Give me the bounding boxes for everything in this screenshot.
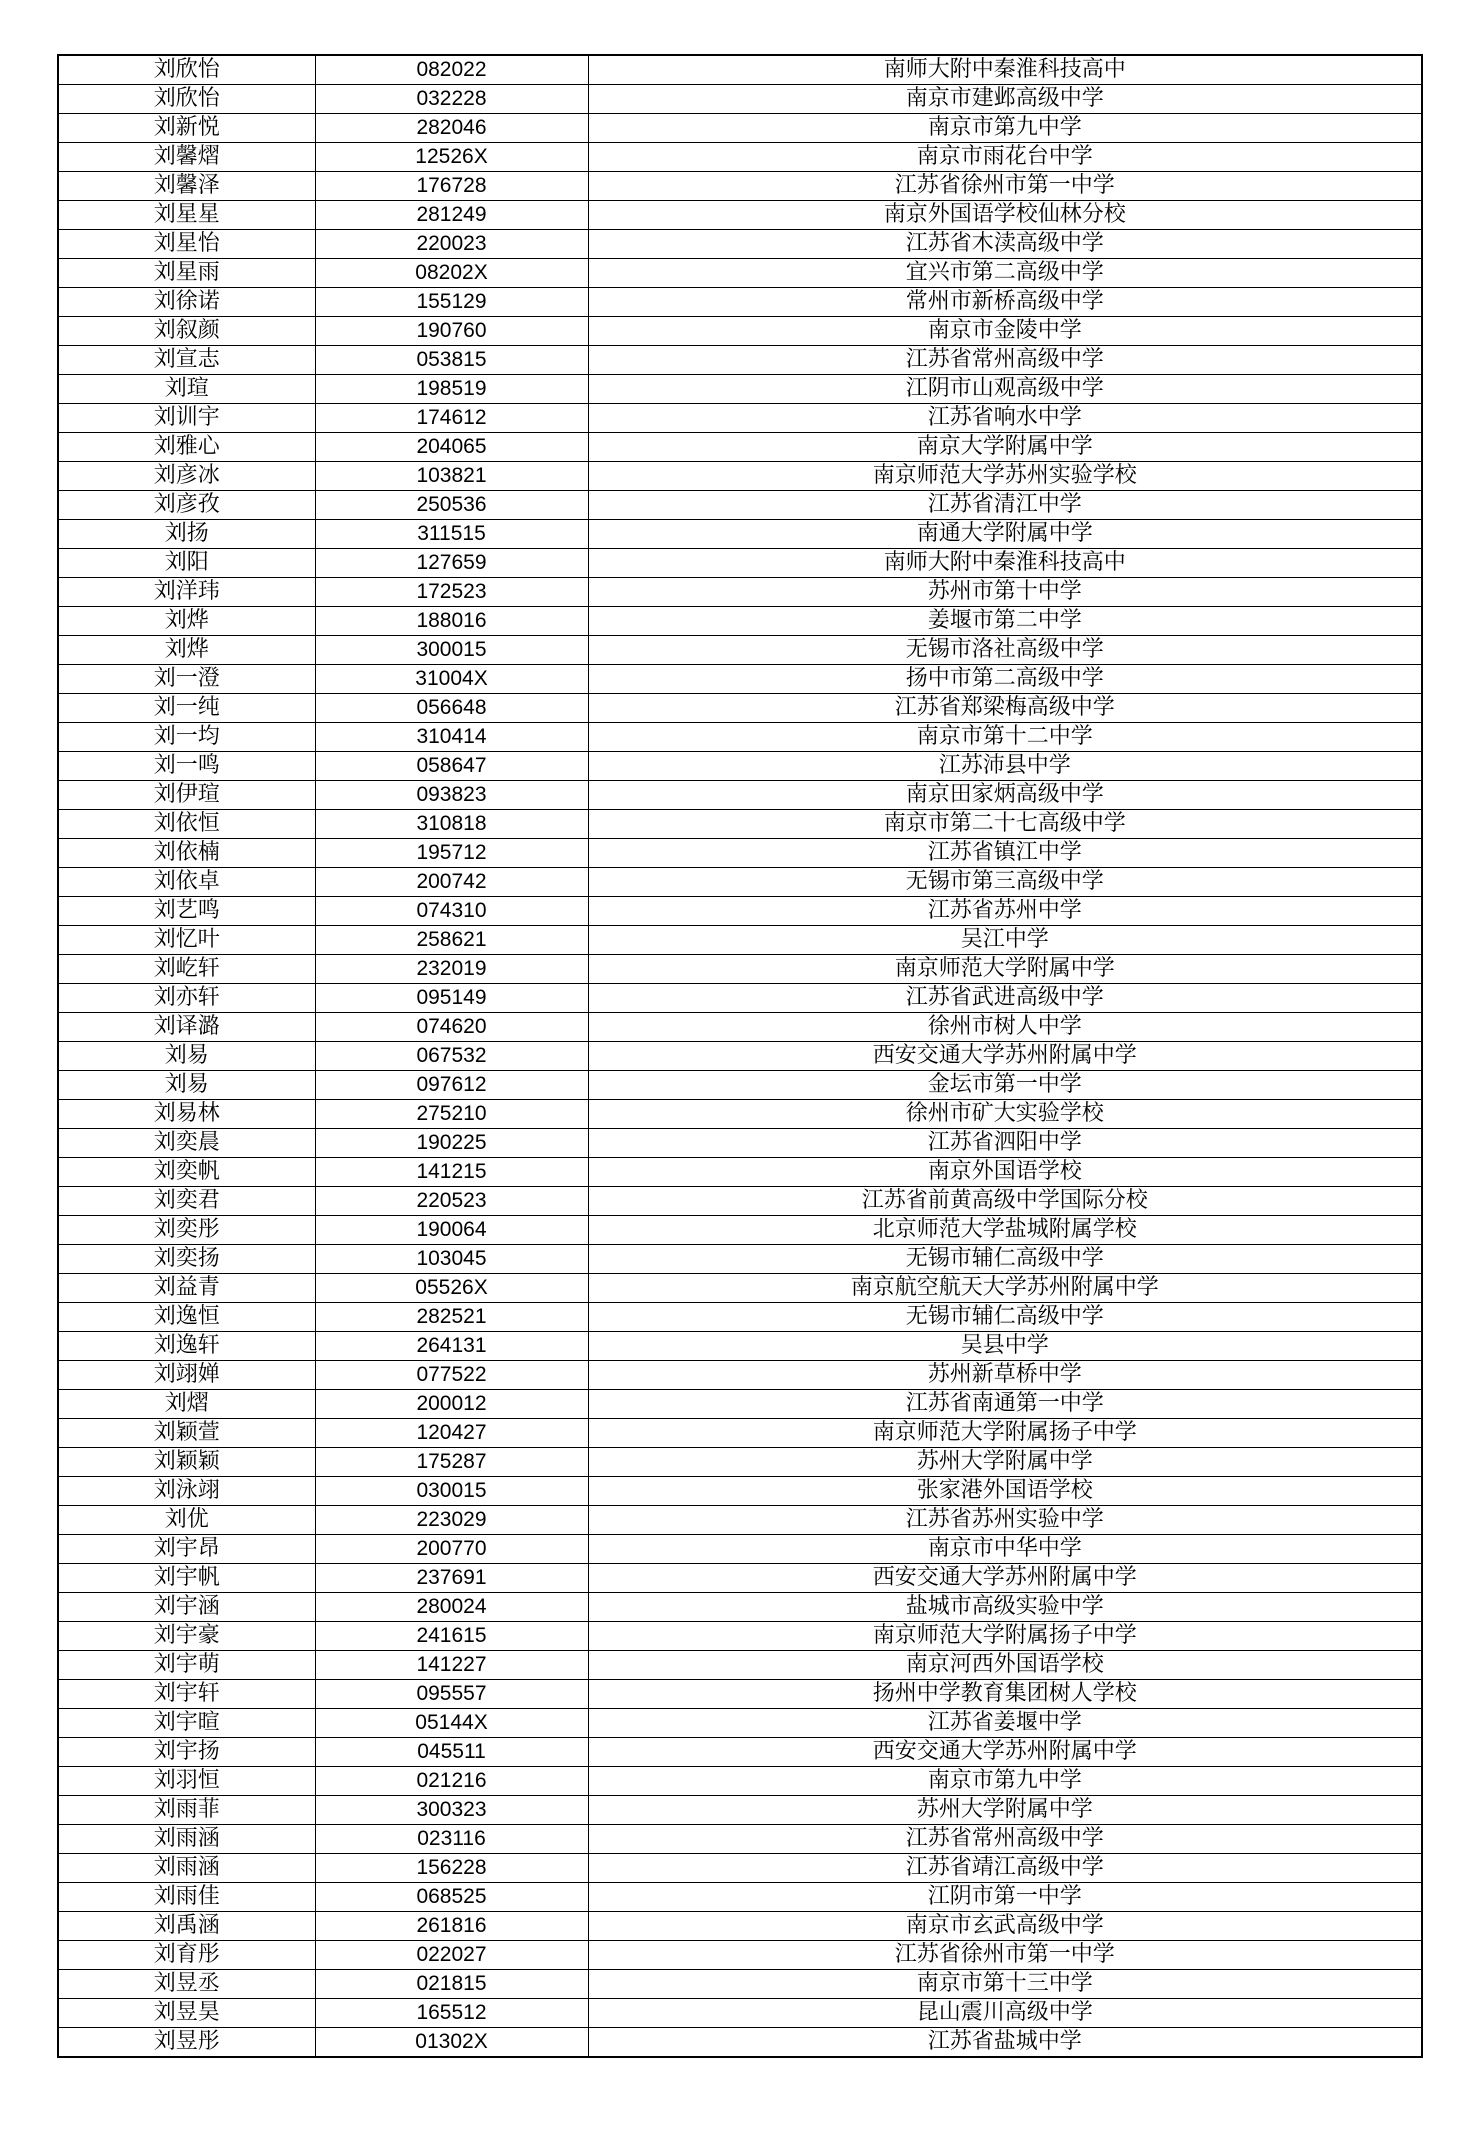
school-name-cell: 南京市金陵中学	[588, 317, 1422, 346]
student-id-cell: 174612	[315, 404, 588, 433]
school-name-cell: 江苏省镇江中学	[588, 839, 1422, 868]
school-name-cell: 西安交通大学苏州附属中学	[588, 1042, 1422, 1071]
table-row	[58, 1941, 1422, 1970]
table-row	[58, 1216, 1422, 1245]
school-name-cell: 无锡市第三高级中学	[588, 868, 1422, 897]
table-row	[58, 1129, 1422, 1158]
school-name-cell: 徐州市树人中学	[588, 1013, 1422, 1042]
school-name-cell: 扬中市第二高级中学	[588, 665, 1422, 694]
student-name-cell: 刘欣怡	[58, 85, 315, 114]
school-name-cell: 徐州市矿大实验学校	[588, 1100, 1422, 1129]
table-row	[58, 1883, 1422, 1912]
student-id-cell: 223029	[315, 1506, 588, 1535]
school-name-cell: 吴江中学	[588, 926, 1422, 955]
table-row	[58, 346, 1422, 375]
student-id-cell: 12526X	[315, 143, 588, 172]
student-id-cell: 220523	[315, 1187, 588, 1216]
table-row	[58, 1912, 1422, 1941]
student-id-cell: 053815	[315, 346, 588, 375]
student-id-cell: 058647	[315, 752, 588, 781]
student-id-cell: 05144X	[315, 1709, 588, 1738]
table-row	[58, 636, 1422, 665]
table-row	[58, 1332, 1422, 1361]
school-name-cell: 南京市中华中学	[588, 1535, 1422, 1564]
school-name-cell: 盐城市高级实验中学	[588, 1593, 1422, 1622]
school-name-cell: 西安交通大学苏州附属中学	[588, 1738, 1422, 1767]
school-name-cell: 南京田家炳高级中学	[588, 781, 1422, 810]
student-name-cell: 刘徐诺	[58, 288, 315, 317]
student-id-cell: 176728	[315, 172, 588, 201]
table-row	[58, 1854, 1422, 1883]
student-id-cell: 103821	[315, 462, 588, 491]
roster-body	[58, 55, 1422, 2057]
table-row	[58, 1419, 1422, 1448]
student-id-cell: 310414	[315, 723, 588, 752]
student-name-cell: 刘宇帆	[58, 1564, 315, 1593]
school-name-cell: 江苏省前黄高级中学国际分校	[588, 1187, 1422, 1216]
school-name-cell: 江苏省徐州市第一中学	[588, 172, 1422, 201]
student-id-cell: 01302X	[315, 2028, 588, 2058]
school-name-cell: 南京市第九中学	[588, 1767, 1422, 1796]
student-id-cell: 103045	[315, 1245, 588, 1274]
student-id-cell: 077522	[315, 1361, 588, 1390]
student-id-cell: 237691	[315, 1564, 588, 1593]
table-row	[58, 752, 1422, 781]
school-name-cell: 南京市雨花台中学	[588, 143, 1422, 172]
table-row	[58, 694, 1422, 723]
table-row	[58, 1970, 1422, 1999]
school-name-cell: 江苏沛县中学	[588, 752, 1422, 781]
school-name-cell: 江苏省靖江高级中学	[588, 1854, 1422, 1883]
school-name-cell: 江苏省盐城中学	[588, 2028, 1422, 2058]
student-id-cell: 281249	[315, 201, 588, 230]
student-name-cell: 刘颖萱	[58, 1419, 315, 1448]
student-name-cell: 刘彦冰	[58, 462, 315, 491]
school-name-cell: 江苏省清江中学	[588, 491, 1422, 520]
table-row	[58, 433, 1422, 462]
student-id-cell: 280024	[315, 1593, 588, 1622]
student-name-cell: 刘逸轩	[58, 1332, 315, 1361]
school-name-cell: 南师大附中秦淮科技高中	[588, 55, 1422, 85]
table-row	[58, 462, 1422, 491]
student-name-cell: 刘屹轩	[58, 955, 315, 984]
student-name-cell: 刘奕君	[58, 1187, 315, 1216]
table-row	[58, 1158, 1422, 1187]
student-id-cell: 275210	[315, 1100, 588, 1129]
student-name-cell: 刘雅心	[58, 433, 315, 462]
school-name-cell: 江苏省响水中学	[588, 404, 1422, 433]
student-id-cell: 282521	[315, 1303, 588, 1332]
student-id-cell: 261816	[315, 1912, 588, 1941]
school-name-cell: 南京河西外国语学校	[588, 1651, 1422, 1680]
student-name-cell: 刘易	[58, 1042, 315, 1071]
school-name-cell: 南京师范大学附属扬子中学	[588, 1419, 1422, 1448]
student-name-cell: 刘训宇	[58, 404, 315, 433]
student-id-cell: 05526X	[315, 1274, 588, 1303]
table-row	[58, 1013, 1422, 1042]
student-name-cell: 刘禹涵	[58, 1912, 315, 1941]
student-name-cell: 刘熠	[58, 1390, 315, 1419]
table-row	[58, 1738, 1422, 1767]
student-name-cell: 刘奕晨	[58, 1129, 315, 1158]
student-id-cell: 31004X	[315, 665, 588, 694]
student-id-cell: 200770	[315, 1535, 588, 1564]
student-name-cell: 刘一鸣	[58, 752, 315, 781]
student-name-cell: 刘依恒	[58, 810, 315, 839]
school-name-cell: 南通大学附属中学	[588, 520, 1422, 549]
student-name-cell: 刘雨涵	[58, 1854, 315, 1883]
student-id-cell: 232019	[315, 955, 588, 984]
student-name-cell: 刘宇轩	[58, 1680, 315, 1709]
student-name-cell: 刘阳	[58, 549, 315, 578]
school-name-cell: 苏州市第十中学	[588, 578, 1422, 607]
student-id-cell: 300015	[315, 636, 588, 665]
student-id-cell: 165512	[315, 1999, 588, 2028]
student-name-cell: 刘易林	[58, 1100, 315, 1129]
student-name-cell: 刘羽恒	[58, 1767, 315, 1796]
student-name-cell: 刘亦轩	[58, 984, 315, 1013]
table-row	[58, 288, 1422, 317]
student-id-cell: 097612	[315, 1071, 588, 1100]
student-id-cell: 093823	[315, 781, 588, 810]
school-name-cell: 南京航空航天大学苏州附属中学	[588, 1274, 1422, 1303]
student-id-cell: 095557	[315, 1680, 588, 1709]
student-id-cell: 056648	[315, 694, 588, 723]
student-name-cell: 刘雨涵	[58, 1825, 315, 1854]
student-name-cell: 刘瑄	[58, 375, 315, 404]
table-row	[58, 781, 1422, 810]
student-id-cell: 311515	[315, 520, 588, 549]
table-row	[58, 926, 1422, 955]
table-row	[58, 201, 1422, 230]
student-name-cell: 刘洋玮	[58, 578, 315, 607]
student-roster-table	[57, 54, 1423, 2058]
school-name-cell: 北京师范大学盐城附属学校	[588, 1216, 1422, 1245]
student-id-cell: 175287	[315, 1448, 588, 1477]
student-id-cell: 190760	[315, 317, 588, 346]
student-id-cell: 195712	[315, 839, 588, 868]
school-name-cell: 常州市新桥高级中学	[588, 288, 1422, 317]
table-row	[58, 520, 1422, 549]
school-name-cell: 江苏省木渎高级中学	[588, 230, 1422, 259]
student-id-cell: 204065	[315, 433, 588, 462]
student-id-cell: 032228	[315, 85, 588, 114]
school-name-cell: 西安交通大学苏州附属中学	[588, 1564, 1422, 1593]
student-name-cell: 刘翊婵	[58, 1361, 315, 1390]
school-name-cell: 南京市第十三中学	[588, 1970, 1422, 1999]
student-name-cell: 刘宇涵	[58, 1593, 315, 1622]
student-name-cell: 刘奕扬	[58, 1245, 315, 1274]
school-name-cell: 苏州大学附属中学	[588, 1448, 1422, 1477]
student-id-cell: 127659	[315, 549, 588, 578]
table-row	[58, 839, 1422, 868]
table-row	[58, 1796, 1422, 1825]
student-name-cell: 刘益青	[58, 1274, 315, 1303]
table-row	[58, 1448, 1422, 1477]
student-name-cell: 刘艺鸣	[58, 897, 315, 926]
table-row	[58, 172, 1422, 201]
student-id-cell: 082022	[315, 55, 588, 85]
school-name-cell: 江阴市山观高级中学	[588, 375, 1422, 404]
school-name-cell: 江苏省常州高级中学	[588, 1825, 1422, 1854]
table-row	[58, 1564, 1422, 1593]
table-row	[58, 1999, 1422, 2028]
table-row	[58, 1622, 1422, 1651]
school-name-cell: 南京市建邺高级中学	[588, 85, 1422, 114]
student-name-cell: 刘一均	[58, 723, 315, 752]
table-row	[58, 1245, 1422, 1274]
student-name-cell: 刘宇昂	[58, 1535, 315, 1564]
table-row	[58, 375, 1422, 404]
table-row	[58, 607, 1422, 636]
school-name-cell: 江苏省泗阳中学	[588, 1129, 1422, 1158]
student-name-cell: 刘宇豪	[58, 1622, 315, 1651]
student-name-cell: 刘宇暄	[58, 1709, 315, 1738]
student-name-cell: 刘一澄	[58, 665, 315, 694]
table-row	[58, 317, 1422, 346]
student-name-cell: 刘烨	[58, 607, 315, 636]
student-name-cell: 刘欣怡	[58, 55, 315, 85]
student-name-cell: 刘泳翊	[58, 1477, 315, 1506]
table-row	[58, 404, 1422, 433]
student-id-cell: 022027	[315, 1941, 588, 1970]
school-name-cell: 南京师范大学附属扬子中学	[588, 1622, 1422, 1651]
school-name-cell: 南京市第十二中学	[588, 723, 1422, 752]
student-name-cell: 刘星怡	[58, 230, 315, 259]
student-name-cell: 刘宇萌	[58, 1651, 315, 1680]
student-id-cell: 023116	[315, 1825, 588, 1854]
student-name-cell: 刘星雨	[58, 259, 315, 288]
school-name-cell: 南京外国语学校	[588, 1158, 1422, 1187]
table-row	[58, 1506, 1422, 1535]
student-id-cell: 200742	[315, 868, 588, 897]
school-name-cell: 南京师范大学附属中学	[588, 955, 1422, 984]
table-row	[58, 259, 1422, 288]
student-name-cell: 刘育彤	[58, 1941, 315, 1970]
student-name-cell: 刘烨	[58, 636, 315, 665]
table-row	[58, 114, 1422, 143]
school-name-cell: 南京市玄武高级中学	[588, 1912, 1422, 1941]
student-id-cell: 074620	[315, 1013, 588, 1042]
school-name-cell: 无锡市洛社高级中学	[588, 636, 1422, 665]
student-id-cell: 310818	[315, 810, 588, 839]
student-name-cell: 刘新悦	[58, 114, 315, 143]
student-id-cell: 264131	[315, 1332, 588, 1361]
school-name-cell: 江阴市第一中学	[588, 1883, 1422, 1912]
student-id-cell: 250536	[315, 491, 588, 520]
school-name-cell: 南师大附中秦淮科技高中	[588, 549, 1422, 578]
student-id-cell: 095149	[315, 984, 588, 1013]
school-name-cell: 江苏省姜堰中学	[588, 1709, 1422, 1738]
school-name-cell: 江苏省徐州市第一中学	[588, 1941, 1422, 1970]
table-row	[58, 491, 1422, 520]
table-row	[58, 810, 1422, 839]
school-name-cell: 吴县中学	[588, 1332, 1422, 1361]
table-row	[58, 55, 1422, 85]
student-name-cell: 刘易	[58, 1071, 315, 1100]
student-id-cell: 200012	[315, 1390, 588, 1419]
student-name-cell: 刘昱丞	[58, 1970, 315, 1999]
school-name-cell: 姜堰市第二中学	[588, 607, 1422, 636]
table-row	[58, 1274, 1422, 1303]
school-name-cell: 江苏省常州高级中学	[588, 346, 1422, 375]
student-id-cell: 188016	[315, 607, 588, 636]
student-name-cell: 刘星星	[58, 201, 315, 230]
student-name-cell: 刘馨熠	[58, 143, 315, 172]
student-name-cell: 刘逸恒	[58, 1303, 315, 1332]
student-name-cell: 刘彦孜	[58, 491, 315, 520]
student-name-cell: 刘馨泽	[58, 172, 315, 201]
student-name-cell: 刘伊瑄	[58, 781, 315, 810]
school-name-cell: 南京大学附属中学	[588, 433, 1422, 462]
student-id-cell: 190225	[315, 1129, 588, 1158]
school-name-cell: 南京市第九中学	[588, 114, 1422, 143]
table-row	[58, 1390, 1422, 1419]
student-id-cell: 045511	[315, 1738, 588, 1767]
table-row	[58, 2028, 1422, 2058]
table-row	[58, 549, 1422, 578]
student-name-cell: 刘依楠	[58, 839, 315, 868]
table-row	[58, 85, 1422, 114]
student-id-cell: 021216	[315, 1767, 588, 1796]
student-name-cell: 刘昱彤	[58, 2028, 315, 2058]
table-row	[58, 578, 1422, 607]
table-row	[58, 1651, 1422, 1680]
table-row	[58, 1593, 1422, 1622]
student-name-cell: 刘奕帆	[58, 1158, 315, 1187]
school-name-cell: 江苏省南通第一中学	[588, 1390, 1422, 1419]
table-row	[58, 868, 1422, 897]
school-name-cell: 无锡市辅仁高级中学	[588, 1303, 1422, 1332]
student-id-cell: 300323	[315, 1796, 588, 1825]
student-id-cell: 067532	[315, 1042, 588, 1071]
student-name-cell: 刘一纯	[58, 694, 315, 723]
student-id-cell: 282046	[315, 114, 588, 143]
table-row	[58, 1680, 1422, 1709]
table-row	[58, 230, 1422, 259]
table-row	[58, 1825, 1422, 1854]
table-row	[58, 1709, 1422, 1738]
school-name-cell: 江苏省苏州实验中学	[588, 1506, 1422, 1535]
school-name-cell: 南京师范大学苏州实验学校	[588, 462, 1422, 491]
table-row	[58, 1303, 1422, 1332]
student-name-cell: 刘扬	[58, 520, 315, 549]
school-name-cell: 无锡市辅仁高级中学	[588, 1245, 1422, 1274]
table-row	[58, 955, 1422, 984]
student-id-cell: 155129	[315, 288, 588, 317]
student-name-cell: 刘奕彤	[58, 1216, 315, 1245]
school-name-cell: 苏州大学附属中学	[588, 1796, 1422, 1825]
table-row	[58, 984, 1422, 1013]
student-id-cell: 021815	[315, 1970, 588, 1999]
student-name-cell: 刘宇扬	[58, 1738, 315, 1767]
table-row	[58, 1535, 1422, 1564]
table-row	[58, 1071, 1422, 1100]
school-name-cell: 江苏省郑梁梅高级中学	[588, 694, 1422, 723]
school-name-cell: 江苏省武进高级中学	[588, 984, 1422, 1013]
student-id-cell: 074310	[315, 897, 588, 926]
student-id-cell: 172523	[315, 578, 588, 607]
school-name-cell: 南京外国语学校仙林分校	[588, 201, 1422, 230]
school-name-cell: 南京市第二十七高级中学	[588, 810, 1422, 839]
school-name-cell: 宜兴市第二高级中学	[588, 259, 1422, 288]
student-name-cell: 刘译潞	[58, 1013, 315, 1042]
table-row	[58, 1042, 1422, 1071]
student-id-cell: 141227	[315, 1651, 588, 1680]
table-row	[58, 1361, 1422, 1390]
student-name-cell: 刘颖颖	[58, 1448, 315, 1477]
table-row	[58, 1187, 1422, 1216]
student-name-cell: 刘宣志	[58, 346, 315, 375]
table-row	[58, 1100, 1422, 1129]
student-name-cell: 刘忆叶	[58, 926, 315, 955]
table-row	[58, 1767, 1422, 1796]
table-row	[58, 1477, 1422, 1506]
student-id-cell: 030015	[315, 1477, 588, 1506]
student-id-cell: 241615	[315, 1622, 588, 1651]
school-name-cell: 金坛市第一中学	[588, 1071, 1422, 1100]
table-row	[58, 665, 1422, 694]
student-name-cell: 刘优	[58, 1506, 315, 1535]
student-id-cell: 068525	[315, 1883, 588, 1912]
student-id-cell: 141215	[315, 1158, 588, 1187]
student-name-cell: 刘依卓	[58, 868, 315, 897]
student-id-cell: 198519	[315, 375, 588, 404]
student-name-cell: 刘雨菲	[58, 1796, 315, 1825]
school-name-cell: 江苏省苏州中学	[588, 897, 1422, 926]
student-id-cell: 258621	[315, 926, 588, 955]
school-name-cell: 张家港外国语学校	[588, 1477, 1422, 1506]
student-id-cell: 120427	[315, 1419, 588, 1448]
student-name-cell: 刘昱昊	[58, 1999, 315, 2028]
student-id-cell: 156228	[315, 1854, 588, 1883]
student-name-cell: 刘雨佳	[58, 1883, 315, 1912]
school-name-cell: 扬州中学教育集团树人学校	[588, 1680, 1422, 1709]
school-name-cell: 昆山震川高级中学	[588, 1999, 1422, 2028]
student-id-cell: 08202X	[315, 259, 588, 288]
school-name-cell: 苏州新草桥中学	[588, 1361, 1422, 1390]
student-id-cell: 190064	[315, 1216, 588, 1245]
table-row	[58, 897, 1422, 926]
student-id-cell: 220023	[315, 230, 588, 259]
student-name-cell: 刘叙颜	[58, 317, 315, 346]
table-row	[58, 143, 1422, 172]
table-row	[58, 723, 1422, 752]
